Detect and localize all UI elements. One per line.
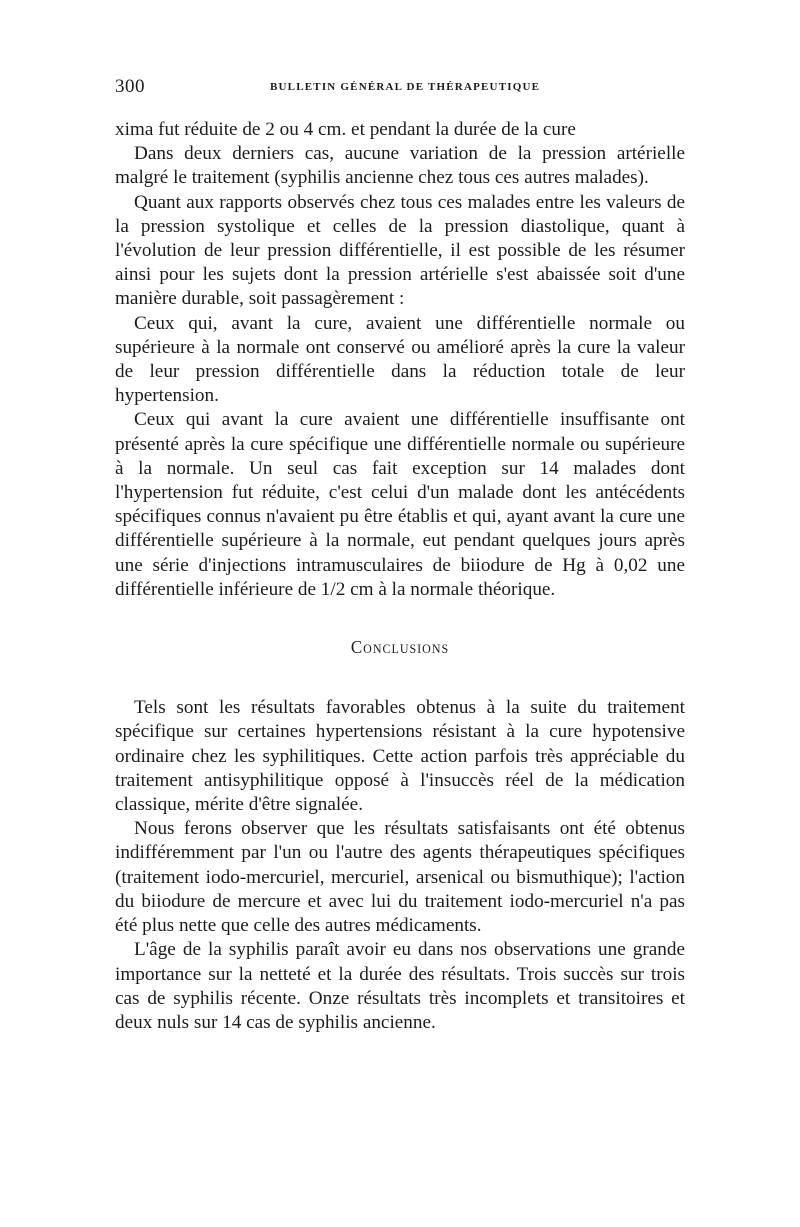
paragraph: L'âge de la syphilis paraît avoir eu dans nos observations une grande importance sur la netteté et la durée des résultats. Trois succès sur trois cas de syphilis récente. Onze résultats très incomplets et transitoires et deux nuls sur 14 cas de syphilis ancienne. bbox=[115, 939, 685, 1033]
paragraph: Ceux qui, avant la cure, avaient une différentielle normale ou supérieure à la normale ont conservé ou amélioré après la cure la valeur de leur pression différentielle dans la réduction totale de leur hypertension. bbox=[115, 312, 685, 407]
running-title: BULLETIN GÉNÉRAL DE THÉRAPEUTIQUE bbox=[270, 81, 541, 93]
paragraph: Quant aux rapports observés chez tous ces malades entre les valeurs de la pression systolique et celles de la pression diastolique, quant à l'évolution de leur pression différentielle, il est possible de les résumer ainsi pour les sujets dont la pression artérielle s'est abaissée soit d'une manière durable, soit passagèrement : bbox=[115, 191, 685, 310]
page-number: 300 bbox=[115, 76, 145, 97]
conclusions-section bbox=[115, 696, 685, 1035]
paragraph: Ceux qui avant la cure avaient une différentielle insuffisante ont présenté après la cure spécifique une différentielle normale ou supérieure à la normale. Un seul cas fait exception sur 14 malades dont l'hypertension fut réduite, c'est celui d'un malade dont les antécédents spécifiques connus n'avaient pu être établis et qui, ayant avant la cure une différentielle supérieure à la normale, eut pendant quelques jours après une série d'injections intramusculaires de biiodure de Hg à 0,02 une différentielle inférieure de 1/2 cm à la normale théorique. bbox=[115, 409, 685, 600]
paragraph: Dans deux derniers cas, aucune variation de la pression artérielle malgré le traitement (syphilis ancienne chez tous ces autres malades). bbox=[115, 143, 685, 189]
section-heading-text: Conclusions bbox=[350, 637, 450, 658]
page-header bbox=[115, 76, 685, 102]
paragraph: xima fut réduite de 2 ou 4 cm. et pendant la durée de la cure bbox=[115, 119, 576, 140]
body-text bbox=[115, 118, 685, 1035]
section-heading bbox=[115, 636, 685, 660]
paragraph: Tels sont les résultats favorables obtenus à la suite du traitement spécifique sur certaines hypertensions résistant à la cure hypotensive ordinaire chez les syphilitiques. Cette action parfois très appréciable du traitement antisyphilitique opposé à l'insuccès réel de la médication classique, mérite d'être signalée. bbox=[115, 697, 685, 816]
paragraph: Nous ferons observer que les résultats satisfaisants ont été obtenus indifféremment par l'un ou l'autre des agents thérapeutiques spécifiques (traitement iodo-mercuriel, mercuriel, arsenical ou bismuthique); l'action du biiodure de mercure et avec lui du traitement iodo-mercuriel n'a pas été plus nette que celle des autres médicaments. bbox=[115, 818, 685, 937]
